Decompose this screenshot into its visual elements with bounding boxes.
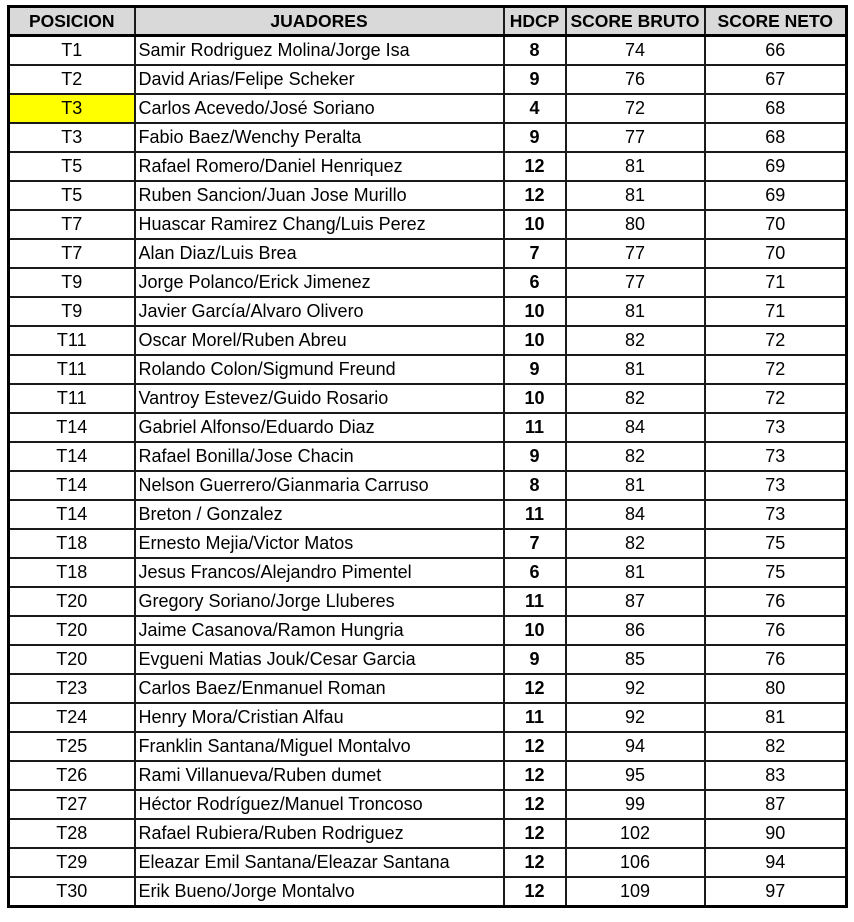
- hdcp-cell: 10: [504, 210, 566, 239]
- players-cell: Ernesto Mejia/Victor Matos: [135, 529, 504, 558]
- hdcp-cell: 12: [504, 819, 566, 848]
- score-neto-cell: 76: [705, 645, 847, 674]
- position-cell: T18: [9, 529, 135, 558]
- position-cell: T29: [9, 848, 135, 877]
- position-cell: T3: [9, 94, 135, 123]
- hdcp-cell: 12: [504, 181, 566, 210]
- score-neto-cell: 71: [705, 268, 847, 297]
- hdcp-cell: 9: [504, 65, 566, 94]
- score-bruto-cell: 84: [566, 413, 705, 442]
- score-bruto-cell: 82: [566, 442, 705, 471]
- hdcp-cell: 12: [504, 152, 566, 181]
- position-cell: T11: [9, 326, 135, 355]
- score-neto-cell: 69: [705, 181, 847, 210]
- players-cell: Jesus Francos/Alejandro Pimentel: [135, 558, 504, 587]
- position-cell: T25: [9, 732, 135, 761]
- table-row: [9, 703, 847, 732]
- players-cell: Fabio Baez/Wenchy Peralta: [135, 123, 504, 152]
- score-bruto-cell: 92: [566, 703, 705, 732]
- position-cell: T18: [9, 558, 135, 587]
- players-cell: Breton / Gonzalez: [135, 500, 504, 529]
- position-cell: T14: [9, 413, 135, 442]
- hdcp-cell: 10: [504, 384, 566, 413]
- score-bruto-cell: 77: [566, 268, 705, 297]
- hdcp-cell: 4: [504, 94, 566, 123]
- players-cell: Javier García/Alvaro Olivero: [135, 297, 504, 326]
- score-bruto-cell: 99: [566, 790, 705, 819]
- hdcp-cell: 12: [504, 674, 566, 703]
- score-bruto-cell: 81: [566, 558, 705, 587]
- players-cell: Evgueni Matias Jouk/Cesar Garcia: [135, 645, 504, 674]
- table-row: [9, 790, 847, 819]
- hdcp-cell: 12: [504, 848, 566, 877]
- hdcp-cell: 7: [504, 239, 566, 268]
- hdcp-cell: 12: [504, 790, 566, 819]
- table-body: [9, 36, 847, 907]
- hdcp-cell: 12: [504, 877, 566, 907]
- score-neto-cell: 90: [705, 819, 847, 848]
- table-row: [9, 848, 847, 877]
- score-neto-cell: 97: [705, 877, 847, 907]
- score-bruto-cell: 81: [566, 355, 705, 384]
- players-cell: Rolando Colon/Sigmund Freund: [135, 355, 504, 384]
- players-cell: Rafael Rubiera/Ruben Rodriguez: [135, 819, 504, 848]
- score-bruto-cell: 76: [566, 65, 705, 94]
- players-cell: David Arias/Felipe Scheker: [135, 65, 504, 94]
- table-row: [9, 36, 847, 66]
- score-neto-cell: 76: [705, 587, 847, 616]
- hdcp-cell: 12: [504, 761, 566, 790]
- table-row: [9, 268, 847, 297]
- table-row: [9, 616, 847, 645]
- position-cell: T24: [9, 703, 135, 732]
- hdcp-cell: 6: [504, 558, 566, 587]
- position-cell: T26: [9, 761, 135, 790]
- position-cell: T7: [9, 210, 135, 239]
- position-cell: T20: [9, 645, 135, 674]
- table-row: [9, 94, 847, 123]
- score-neto-cell: 80: [705, 674, 847, 703]
- table-row: [9, 529, 847, 558]
- position-cell: T2: [9, 65, 135, 94]
- score-bruto-cell: 87: [566, 587, 705, 616]
- score-bruto-cell: 82: [566, 326, 705, 355]
- position-cell: T1: [9, 36, 135, 66]
- hdcp-cell: 12: [504, 732, 566, 761]
- position-cell: T9: [9, 268, 135, 297]
- score-bruto-cell: 92: [566, 674, 705, 703]
- players-cell: Jorge Polanco/Erick Jimenez: [135, 268, 504, 297]
- hdcp-cell: 6: [504, 268, 566, 297]
- score-neto-cell: 73: [705, 413, 847, 442]
- table-row: [9, 587, 847, 616]
- players-cell: Oscar Morel/Ruben Abreu: [135, 326, 504, 355]
- table-row: [9, 355, 847, 384]
- score-neto-cell: 73: [705, 442, 847, 471]
- score-bruto-cell: 84: [566, 500, 705, 529]
- position-cell: T7: [9, 239, 135, 268]
- players-cell: Eleazar Emil Santana/Eleazar Santana: [135, 848, 504, 877]
- hdcp-cell: 10: [504, 297, 566, 326]
- score-bruto-cell: 86: [566, 616, 705, 645]
- position-cell: T20: [9, 616, 135, 645]
- score-neto-cell: 76: [705, 616, 847, 645]
- table-row: [9, 442, 847, 471]
- table-row: [9, 558, 847, 587]
- hdcp-cell: 11: [504, 413, 566, 442]
- table-row: [9, 210, 847, 239]
- players-cell: Vantroy Estevez/Guido Rosario: [135, 384, 504, 413]
- score-neto-cell: 67: [705, 65, 847, 94]
- hdcp-cell: 9: [504, 645, 566, 674]
- score-neto-cell: 72: [705, 384, 847, 413]
- position-cell: T5: [9, 181, 135, 210]
- table-row: [9, 471, 847, 500]
- players-cell: Rafael Bonilla/Jose Chacin: [135, 442, 504, 471]
- score-bruto-cell: 82: [566, 384, 705, 413]
- score-bruto-cell: 77: [566, 239, 705, 268]
- score-bruto-cell: 80: [566, 210, 705, 239]
- header-score-bruto: SCORE BRUTO: [566, 7, 705, 36]
- position-cell: T5: [9, 152, 135, 181]
- table-row: [9, 152, 847, 181]
- score-neto-cell: 69: [705, 152, 847, 181]
- header-score-neto: SCORE NETO: [705, 7, 847, 36]
- score-neto-cell: 81: [705, 703, 847, 732]
- score-neto-cell: 94: [705, 848, 847, 877]
- position-cell: T14: [9, 471, 135, 500]
- score-bruto-cell: 102: [566, 819, 705, 848]
- score-neto-cell: 66: [705, 36, 847, 66]
- players-cell: Gregory Soriano/Jorge Lluberes: [135, 587, 504, 616]
- hdcp-cell: 8: [504, 36, 566, 66]
- score-neto-cell: 70: [705, 239, 847, 268]
- score-bruto-cell: 81: [566, 181, 705, 210]
- position-cell: T14: [9, 500, 135, 529]
- score-bruto-cell: 72: [566, 94, 705, 123]
- header-jugadores: JUADORES: [135, 7, 504, 36]
- score-bruto-cell: 95: [566, 761, 705, 790]
- table-row: [9, 297, 847, 326]
- header-posicion: POSICION: [9, 7, 135, 36]
- score-neto-cell: 75: [705, 558, 847, 587]
- hdcp-cell: 11: [504, 587, 566, 616]
- players-cell: Erik Bueno/Jorge Montalvo: [135, 877, 504, 907]
- players-cell: Héctor Rodríguez/Manuel Troncoso: [135, 790, 504, 819]
- table-row: [9, 819, 847, 848]
- score-bruto-cell: 77: [566, 123, 705, 152]
- score-neto-cell: 75: [705, 529, 847, 558]
- table-row: [9, 326, 847, 355]
- players-cell: Rafael Romero/Daniel Henriquez: [135, 152, 504, 181]
- score-bruto-cell: 81: [566, 471, 705, 500]
- position-cell: T20: [9, 587, 135, 616]
- players-cell: Gabriel Alfonso/Eduardo Diaz: [135, 413, 504, 442]
- table-row: [9, 674, 847, 703]
- players-cell: Jaime Casanova/Ramon Hungria: [135, 616, 504, 645]
- table-header: [9, 7, 847, 36]
- score-neto-cell: 73: [705, 500, 847, 529]
- players-cell: Samir Rodriguez Molina/Jorge Isa: [135, 36, 504, 66]
- table-row: [9, 761, 847, 790]
- players-cell: Carlos Acevedo/José Soriano: [135, 94, 504, 123]
- hdcp-cell: 11: [504, 703, 566, 732]
- table-row: [9, 413, 847, 442]
- score-neto-cell: 68: [705, 123, 847, 152]
- hdcp-cell: 8: [504, 471, 566, 500]
- score-neto-cell: 73: [705, 471, 847, 500]
- hdcp-cell: 11: [504, 500, 566, 529]
- table-row: [9, 877, 847, 907]
- score-bruto-cell: 81: [566, 152, 705, 181]
- hdcp-cell: 9: [504, 123, 566, 152]
- position-cell: T9: [9, 297, 135, 326]
- score-neto-cell: 70: [705, 210, 847, 239]
- score-bruto-cell: 81: [566, 297, 705, 326]
- score-neto-cell: 68: [705, 94, 847, 123]
- score-bruto-cell: 74: [566, 36, 705, 66]
- leaderboard-table: [7, 5, 848, 908]
- position-cell: T30: [9, 877, 135, 907]
- hdcp-cell: 7: [504, 529, 566, 558]
- position-cell: T14: [9, 442, 135, 471]
- hdcp-cell: 10: [504, 616, 566, 645]
- score-bruto-cell: 109: [566, 877, 705, 907]
- players-cell: Carlos Baez/Enmanuel Roman: [135, 674, 504, 703]
- score-neto-cell: 72: [705, 355, 847, 384]
- header-row: [9, 7, 847, 36]
- score-neto-cell: 82: [705, 732, 847, 761]
- table-row: [9, 500, 847, 529]
- players-cell: Rami Villanueva/Ruben dumet: [135, 761, 504, 790]
- hdcp-cell: 10: [504, 326, 566, 355]
- position-cell: T27: [9, 790, 135, 819]
- hdcp-cell: 9: [504, 442, 566, 471]
- score-neto-cell: 83: [705, 761, 847, 790]
- score-bruto-cell: 94: [566, 732, 705, 761]
- players-cell: Franklin Santana/Miguel Montalvo: [135, 732, 504, 761]
- table-row: [9, 384, 847, 413]
- table-row: [9, 645, 847, 674]
- players-cell: Henry Mora/Cristian Alfau: [135, 703, 504, 732]
- hdcp-cell: 9: [504, 355, 566, 384]
- position-cell: T28: [9, 819, 135, 848]
- table-row: [9, 732, 847, 761]
- score-bruto-cell: 82: [566, 529, 705, 558]
- players-cell: Ruben Sancion/Juan Jose Murillo: [135, 181, 504, 210]
- position-cell: T3: [9, 123, 135, 152]
- players-cell: Nelson Guerrero/Gianmaria Carruso: [135, 471, 504, 500]
- table-row: [9, 181, 847, 210]
- header-hdcp: HDCP: [504, 7, 566, 36]
- players-cell: Alan Diaz/Luis Brea: [135, 239, 504, 268]
- score-neto-cell: 71: [705, 297, 847, 326]
- position-cell: T23: [9, 674, 135, 703]
- score-bruto-cell: 106: [566, 848, 705, 877]
- score-neto-cell: 87: [705, 790, 847, 819]
- players-cell: Huascar Ramirez Chang/Luis Perez: [135, 210, 504, 239]
- table-row: [9, 123, 847, 152]
- table-row: [9, 65, 847, 94]
- position-cell: T11: [9, 355, 135, 384]
- table-row: [9, 239, 847, 268]
- position-cell: T11: [9, 384, 135, 413]
- score-neto-cell: 72: [705, 326, 847, 355]
- score-bruto-cell: 85: [566, 645, 705, 674]
